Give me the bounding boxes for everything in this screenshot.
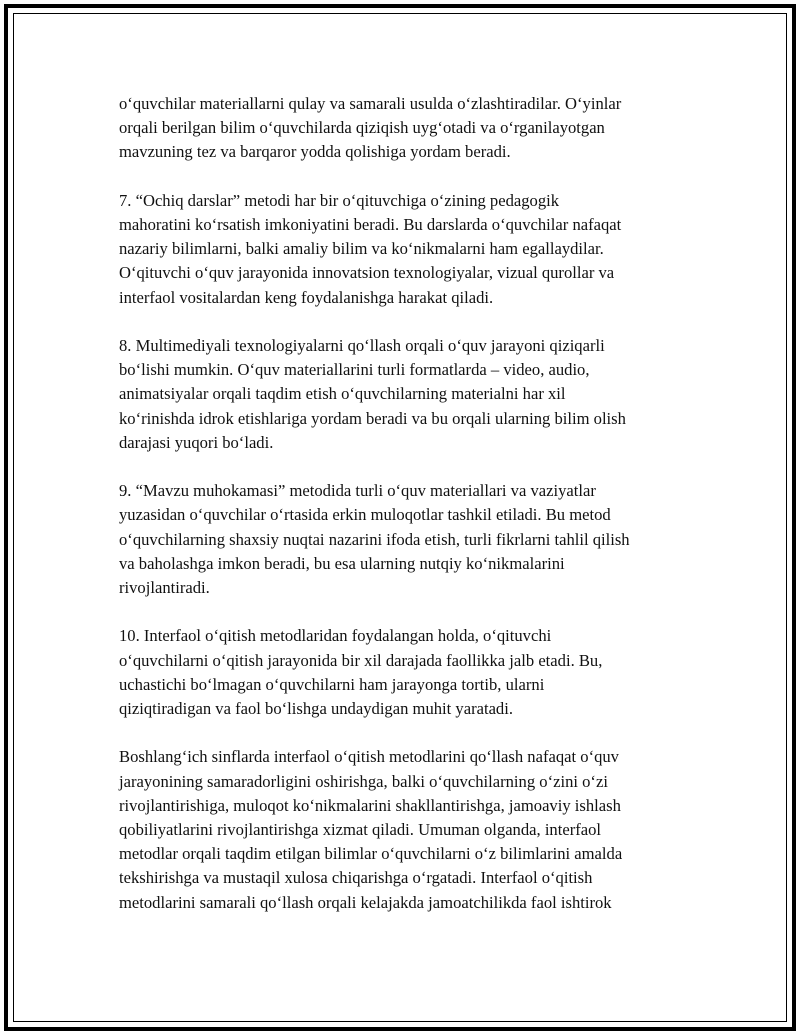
document-body	[119, 92, 689, 939]
paragraph-games-continuation	[119, 92, 689, 165]
text-line: uchastichi bo‘lmagan o‘quvchilarni ham jarayonga tortib, ularni	[119, 674, 545, 694]
text-line: darajasi yuqori bo‘ladi.	[119, 432, 274, 452]
text-line: o‘quvchilarni o‘qitish jarayonida bir xil darajada faollikka jalb etadi. Bu,	[119, 650, 603, 670]
text-line: nazariy bilimlarni, balki amaliy bilim va ko‘nikmalarni ham egallaydilar.	[119, 239, 604, 259]
text-line: qiziqtiradigan va faol bo‘lishga undaydigan muhit yaratadi.	[119, 699, 513, 719]
text-line: ko‘rinishda idrok etishlariga yordam beradi va bu orqali ularning bilim olish	[119, 408, 626, 428]
text-line: o‘quvchilarning shaxsiy nuqtai nazarini ifoda etish, turli fikrlarni tahlil qilish	[119, 529, 630, 549]
text-line: 8. Multimediyali texnologiyalarni qo‘llash orqali o‘quv jarayoni qiziqarli	[119, 336, 605, 355]
paragraph-interactive-methods	[119, 624, 689, 721]
text-line: va baholashga imkon beradi, bu esa ularning nutqiy ko‘nikmalarini	[119, 553, 565, 573]
text-line: orqali berilgan bilim o‘quvchilarda qiziqish uyg‘otadi va o‘rganilayotgan	[119, 118, 605, 138]
text-line: tekshirishga va mustaqil xulosa chiqarishga o‘rgatadi. Interfaol o‘qitish	[119, 868, 593, 888]
text-line: jarayonining samaradorligini oshirishga, balki o‘quvchilarning o‘zini o‘zi	[119, 771, 608, 791]
text-line: interfaol vositalardan keng foydalanishga harakat qiladi.	[119, 287, 494, 307]
text-line: mavzuning tez va barqaror yodda qolishiga yordam beradi.	[119, 142, 511, 162]
paragraph-multimedia	[119, 334, 689, 455]
text-line: rivojlantirishiga, muloqot ko‘nikmalarini shakllantirishga, jamoaviy ishlash	[119, 795, 621, 815]
text-line: mahoratini ko‘rsatish imkoniyatini beradi. Bu darslarda o‘quvchilar nafaqat	[119, 215, 622, 234]
text-line: animatsiyalar orqali taqdim etish o‘quvchilarning materialni har xil	[119, 384, 566, 404]
text-line: metodlar orqali taqdim etilgan bilimlar o‘quvchilarni o‘z bilimlarini amalda	[119, 844, 623, 864]
paragraph-open-lessons	[119, 189, 689, 310]
text-line: metodlarini samarali qo‘llash orqali kelajakda jamoatchilikda faol ishtirok	[119, 892, 612, 912]
text-line: o‘quvchilar materiallarni qulay va samarali usulda o‘zlashtiradilar. O‘yinlar	[119, 94, 622, 113]
text-line: 7. “Ochiq darslar” metodi har bir o‘qituvchiga o‘zining pedagogik	[119, 190, 560, 210]
text-line: Boshlang‘ich sinflarda interfaol o‘qitish metodlarini qo‘llash nafaqat o‘quv	[119, 747, 619, 767]
text-line: rivojlantiradi.	[119, 578, 210, 598]
text-line: qobiliyatlarini rivojlantirishga xizmat qiladi. Umuman olganda, interfaol	[119, 820, 602, 840]
text-line: yuzasidan o‘quvchilar o‘rtasida erkin muloqotlar tashkil etiladi. Bu metod	[119, 505, 611, 525]
text-line: 9. “Mavzu muhokamasi” metodida turli o‘quv materiallari va vaziyatlar	[119, 481, 596, 501]
text-line: O‘qituvchi o‘quv jarayonida innovatsion texnologiyalar, vizual qurollar va	[119, 263, 615, 283]
paragraph-primary-classes	[119, 745, 689, 914]
text-line: bo‘lishi mumkin. O‘quv materiallarini turli formatlarda – video, audio,	[119, 360, 590, 380]
text-line: 10. Interfaol o‘qitish metodlaridan foydalangan holda, o‘qituvchi	[119, 626, 552, 646]
paragraph-topic-discussion	[119, 479, 689, 600]
